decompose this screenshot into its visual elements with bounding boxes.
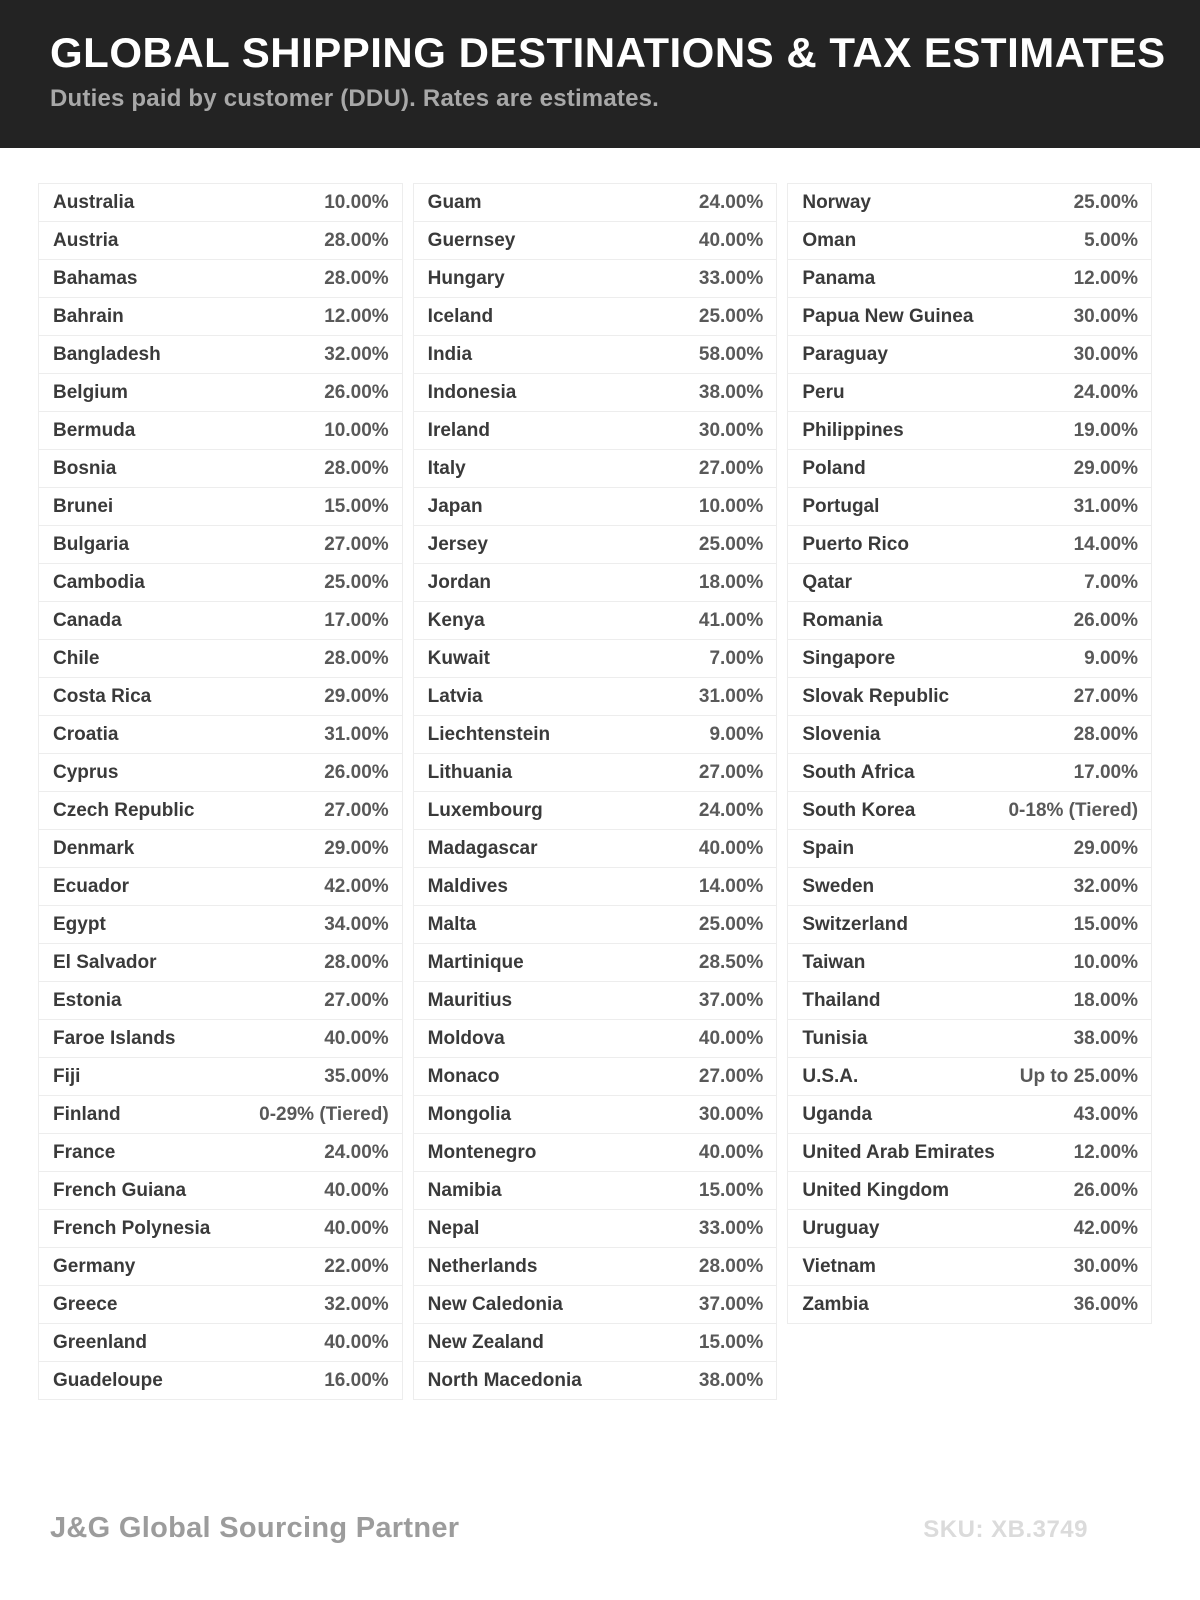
country-name: Mongolia	[427, 1103, 512, 1125]
country-name: Sweden	[802, 875, 875, 897]
table-row	[414, 450, 777, 488]
tax-rate: 34.00%	[324, 913, 389, 935]
tax-rate: 19.00%	[1073, 419, 1139, 441]
country-name: Monaco	[427, 1065, 500, 1087]
table-row	[788, 1134, 1151, 1172]
rates-column-1	[38, 183, 403, 1400]
country-name: Zambia	[802, 1293, 869, 1315]
page-subtitle: Duties paid by customer (DDU). Rates are estimates.	[50, 85, 660, 113]
country-name: Martinique	[427, 951, 524, 973]
table-row	[39, 906, 402, 944]
tax-rate: 30.00%	[698, 419, 764, 441]
country-name: Moldova	[427, 1027, 505, 1049]
table-row	[414, 754, 777, 792]
tax-rate: 5.00%	[1084, 229, 1139, 251]
country-name: Jordan	[427, 571, 492, 593]
table-row	[788, 716, 1151, 754]
tax-rate: 25.00%	[698, 305, 764, 327]
tax-rate: 12.00%	[1073, 267, 1139, 289]
table-row	[39, 1286, 402, 1324]
country-name: Faroe Islands	[53, 1027, 176, 1049]
country-name: Finland	[53, 1103, 121, 1125]
country-name: Mauritius	[427, 989, 513, 1011]
tax-rate: 37.00%	[698, 989, 764, 1011]
country-name: France	[53, 1141, 116, 1163]
country-name: Portugal	[802, 495, 880, 517]
table-row	[39, 716, 402, 754]
country-name: South Africa	[802, 761, 915, 783]
country-name: Cyprus	[53, 761, 119, 783]
tax-rate: 26.00%	[324, 761, 389, 783]
table-row	[414, 830, 777, 868]
table-row	[414, 1096, 777, 1134]
tax-rate: 15.00%	[698, 1331, 764, 1353]
table-row	[39, 640, 402, 678]
country-name: Montenegro	[427, 1141, 537, 1163]
country-name: Madagascar	[427, 837, 538, 859]
tax-rate: 40.00%	[698, 837, 764, 859]
table-row	[788, 1058, 1151, 1096]
country-name: Brunei	[53, 495, 114, 517]
table-row	[39, 374, 402, 412]
country-name: Jersey	[427, 533, 488, 555]
country-name: Denmark	[53, 837, 135, 859]
country-name: New Zealand	[427, 1331, 544, 1353]
table-row	[788, 564, 1151, 602]
country-name: Romania	[802, 609, 883, 631]
table-row	[39, 260, 402, 298]
table-row	[39, 1172, 402, 1210]
tax-rate: 37.00%	[698, 1293, 764, 1315]
country-name: Philippines	[802, 419, 904, 441]
table-row	[39, 868, 402, 906]
country-name: India	[427, 343, 473, 365]
tax-rate: 28.00%	[324, 267, 389, 289]
tax-rate: 29.00%	[1073, 837, 1139, 859]
tax-rate: 28.50%	[698, 951, 764, 973]
tax-rate: 22.00%	[324, 1255, 389, 1277]
country-name: Singapore	[802, 647, 896, 669]
table-row	[39, 678, 402, 716]
table-row	[788, 1096, 1151, 1134]
table-row	[788, 678, 1151, 716]
table-row	[414, 1248, 777, 1286]
country-name: Namibia	[427, 1179, 502, 1201]
table-row	[788, 222, 1151, 260]
table-row	[788, 602, 1151, 640]
tax-rate: 9.00%	[1084, 647, 1139, 669]
table-row	[414, 1134, 777, 1172]
table-row	[39, 944, 402, 982]
country-name: Indonesia	[427, 381, 517, 403]
tax-rate: 32.00%	[324, 1293, 389, 1315]
tax-rate: 32.00%	[1073, 875, 1139, 897]
country-name: Switzerland	[802, 913, 908, 935]
tax-rate: 38.00%	[698, 1369, 764, 1391]
country-name: North Macedonia	[427, 1369, 582, 1391]
table-row	[414, 336, 777, 374]
country-name: Australia	[53, 191, 135, 213]
tax-rate: 40.00%	[324, 1331, 389, 1353]
table-row	[414, 1286, 777, 1324]
table-row	[414, 982, 777, 1020]
tax-rate: 18.00%	[698, 571, 764, 593]
country-name: Panama	[802, 267, 876, 289]
table-row	[414, 184, 777, 222]
country-name: Belgium	[53, 381, 128, 403]
tax-rate: 10.00%	[1073, 951, 1139, 973]
country-name: Costa Rica	[53, 685, 152, 707]
tax-rate: 28.00%	[324, 457, 389, 479]
brand-name: J&G Global Sourcing Partner	[50, 1512, 460, 1544]
table-row	[39, 488, 402, 526]
table-row	[39, 222, 402, 260]
country-name: Hungary	[427, 267, 505, 289]
country-name: Slovak Republic	[802, 685, 950, 707]
table-row	[788, 526, 1151, 564]
table-row	[788, 450, 1151, 488]
tax-rate: 40.00%	[324, 1027, 389, 1049]
tax-rate: 40.00%	[698, 229, 764, 251]
table-row	[788, 374, 1151, 412]
country-name: Bangladesh	[53, 343, 161, 365]
country-name: Guernsey	[427, 229, 516, 251]
table-row	[39, 1096, 402, 1134]
country-name: Peru	[802, 381, 845, 403]
country-name: Bahrain	[53, 305, 124, 327]
tax-rate: 25.00%	[324, 571, 389, 593]
tax-rate: 15.00%	[698, 1179, 764, 1201]
country-name: Qatar	[802, 571, 852, 593]
country-name: Poland	[802, 457, 866, 479]
tax-rate: 12.00%	[324, 305, 389, 327]
tax-rate: 31.00%	[698, 685, 764, 707]
country-name: Paraguay	[802, 343, 888, 365]
table-row	[414, 1058, 777, 1096]
country-name: Chile	[53, 647, 100, 669]
tax-rate: 40.00%	[324, 1179, 389, 1201]
tax-rate: 42.00%	[324, 875, 389, 897]
country-name: Luxembourg	[427, 799, 543, 821]
tax-rate: 15.00%	[1073, 913, 1139, 935]
table-row	[788, 260, 1151, 298]
table-row	[414, 260, 777, 298]
country-name: Bahamas	[53, 267, 138, 289]
country-name: Uruguay	[802, 1217, 880, 1239]
rates-table	[38, 183, 1152, 1400]
country-name: Kuwait	[427, 647, 490, 669]
country-name: Germany	[53, 1255, 136, 1277]
country-name: Oman	[802, 229, 857, 251]
table-row	[414, 1172, 777, 1210]
country-name: Norway	[802, 191, 871, 213]
table-row	[414, 374, 777, 412]
table-row	[788, 792, 1151, 830]
tax-rate: 16.00%	[324, 1369, 389, 1391]
table-row	[788, 298, 1151, 336]
country-name: United Kingdom	[802, 1179, 950, 1201]
tax-rate: 28.00%	[1073, 723, 1139, 745]
table-row	[788, 184, 1151, 222]
table-row	[39, 412, 402, 450]
tax-rate: 12.00%	[1073, 1141, 1139, 1163]
country-name: Maldives	[427, 875, 508, 897]
table-row	[414, 298, 777, 336]
table-row	[39, 982, 402, 1020]
country-name: Cambodia	[53, 571, 145, 593]
table-row	[39, 830, 402, 868]
table-row	[39, 526, 402, 564]
tax-rate: 25.00%	[698, 533, 764, 555]
country-name: French Polynesia	[53, 1217, 211, 1239]
tax-rate: 7.00%	[1084, 571, 1139, 593]
country-name: French Guiana	[53, 1179, 187, 1201]
tax-rate: 28.00%	[324, 229, 389, 251]
country-name: United Arab Emirates	[802, 1141, 995, 1163]
table-row	[39, 792, 402, 830]
tax-rate: 26.00%	[1073, 609, 1139, 631]
rates-column-2	[413, 183, 778, 1400]
country-name: South Korea	[802, 799, 916, 821]
table-row	[414, 678, 777, 716]
table-row	[788, 868, 1151, 906]
tax-rate: 24.00%	[698, 799, 764, 821]
country-name: Puerto Rico	[802, 533, 909, 555]
tax-rate: 38.00%	[698, 381, 764, 403]
table-row	[39, 1020, 402, 1058]
tax-rate: 10.00%	[324, 419, 389, 441]
country-name: Malta	[427, 913, 477, 935]
country-name: Kenya	[427, 609, 485, 631]
table-row	[788, 906, 1151, 944]
tax-rate: 41.00%	[698, 609, 764, 631]
tax-rate: 33.00%	[698, 1217, 764, 1239]
country-name: Fiji	[53, 1065, 81, 1087]
table-row	[414, 944, 777, 982]
tax-rate: 25.00%	[698, 913, 764, 935]
country-name: Guam	[427, 191, 482, 213]
tax-rate: 38.00%	[1073, 1027, 1139, 1049]
country-name: Slovenia	[802, 723, 881, 745]
tax-rate: 28.00%	[698, 1255, 764, 1277]
tax-rate: 25.00%	[1073, 191, 1139, 213]
country-name: U.S.A.	[802, 1065, 859, 1087]
tax-rate: 0-18% (Tiered)	[1008, 799, 1139, 821]
table-row	[39, 1210, 402, 1248]
table-row	[414, 1324, 777, 1362]
table-row	[39, 754, 402, 792]
tax-rate: 27.00%	[698, 457, 764, 479]
tax-rate: 31.00%	[324, 723, 389, 745]
tax-rate: 30.00%	[1073, 343, 1139, 365]
table-row	[788, 830, 1151, 868]
country-name: Bulgaria	[53, 533, 130, 555]
country-name: Tunisia	[802, 1027, 868, 1049]
table-row	[39, 564, 402, 602]
tax-rate: 15.00%	[324, 495, 389, 517]
table-row	[414, 526, 777, 564]
tax-rate: 28.00%	[324, 647, 389, 669]
table-row	[414, 716, 777, 754]
country-name: Liechtenstein	[427, 723, 551, 745]
table-row	[788, 488, 1151, 526]
table-row	[788, 640, 1151, 678]
country-name: Ecuador	[53, 875, 130, 897]
tax-rate: 27.00%	[324, 989, 389, 1011]
tax-rate: 24.00%	[698, 191, 764, 213]
country-name: Netherlands	[427, 1255, 538, 1277]
country-name: Austria	[53, 229, 119, 251]
table-row	[39, 336, 402, 374]
table-row	[414, 868, 777, 906]
tax-rate: 10.00%	[324, 191, 389, 213]
table-row	[788, 944, 1151, 982]
tax-rate: 30.00%	[698, 1103, 764, 1125]
tax-rate: 24.00%	[1073, 381, 1139, 403]
country-name: Lithuania	[427, 761, 513, 783]
country-name: Uganda	[802, 1103, 873, 1125]
tax-rate: 58.00%	[698, 343, 764, 365]
tax-rate: 27.00%	[698, 761, 764, 783]
country-name: Greenland	[53, 1331, 147, 1353]
table-row	[39, 450, 402, 488]
country-name: Thailand	[802, 989, 881, 1011]
tax-rate: 40.00%	[698, 1027, 764, 1049]
table-row	[39, 1324, 402, 1362]
tax-rate: 17.00%	[324, 609, 389, 631]
tax-rate: 40.00%	[698, 1141, 764, 1163]
country-name: Greece	[53, 1293, 118, 1315]
tax-rate: 14.00%	[698, 875, 764, 897]
country-name: Guadeloupe	[53, 1369, 163, 1391]
footer	[50, 1512, 1088, 1545]
tax-rate: 10.00%	[698, 495, 764, 517]
tax-rate: 18.00%	[1073, 989, 1139, 1011]
rates-column-3	[787, 183, 1152, 1324]
tax-rate: 42.00%	[1073, 1217, 1139, 1239]
table-row	[414, 1210, 777, 1248]
table-row	[414, 640, 777, 678]
country-name: Bosnia	[53, 457, 117, 479]
country-name: El Salvador	[53, 951, 157, 973]
tax-rate: 7.00%	[709, 647, 764, 669]
tax-rate: 43.00%	[1073, 1103, 1139, 1125]
tax-rate: 24.00%	[324, 1141, 389, 1163]
tax-rate: 17.00%	[1073, 761, 1139, 783]
tax-rate: 31.00%	[1073, 495, 1139, 517]
country-name: Czech Republic	[53, 799, 195, 821]
table-row	[39, 1058, 402, 1096]
table-row	[39, 1134, 402, 1172]
tax-rate: 29.00%	[324, 837, 389, 859]
table-row	[414, 906, 777, 944]
table-row	[788, 1248, 1151, 1286]
table-row	[414, 792, 777, 830]
table-row	[788, 982, 1151, 1020]
table-row	[39, 1362, 402, 1400]
table-row	[788, 754, 1151, 792]
tax-rate: 0-29% (Tiered)	[259, 1103, 389, 1125]
tax-rate: 27.00%	[698, 1065, 764, 1087]
country-name: Bermuda	[53, 419, 136, 441]
country-name: Taiwan	[802, 951, 866, 973]
country-name: Estonia	[53, 989, 122, 1011]
tax-rate: 27.00%	[324, 799, 389, 821]
country-name: Vietnam	[802, 1255, 876, 1277]
table-row	[788, 1210, 1151, 1248]
table-row	[414, 488, 777, 526]
tax-rate: 36.00%	[1073, 1293, 1139, 1315]
tax-rate: 26.00%	[1073, 1179, 1139, 1201]
country-name: Canada	[53, 609, 122, 631]
sku-label: SKU: XB.3749	[923, 1516, 1088, 1543]
country-name: Italy	[427, 457, 466, 479]
table-row	[414, 564, 777, 602]
page-title: GLOBAL SHIPPING DESTINATIONS & TAX ESTIMATES	[50, 29, 1166, 76]
country-name: Croatia	[53, 723, 119, 745]
tax-rate: 27.00%	[324, 533, 389, 555]
country-name: Japan	[427, 495, 483, 517]
table-row	[39, 602, 402, 640]
table-row	[414, 222, 777, 260]
table-row	[788, 1286, 1151, 1324]
table-row	[39, 184, 402, 222]
tax-rate: 27.00%	[1073, 685, 1139, 707]
table-row	[414, 1362, 777, 1400]
country-name: Latvia	[427, 685, 483, 707]
table-row	[788, 1020, 1151, 1058]
tax-rate: 30.00%	[1073, 305, 1139, 327]
header-banner	[0, 0, 1200, 148]
country-name: Nepal	[427, 1217, 480, 1239]
table-row	[414, 1020, 777, 1058]
table-row	[39, 298, 402, 336]
country-name: Ireland	[427, 419, 490, 441]
country-name: Spain	[802, 837, 855, 859]
tax-rate: 40.00%	[324, 1217, 389, 1239]
tax-rate: 14.00%	[1073, 533, 1139, 555]
tax-rate: 29.00%	[324, 685, 389, 707]
tax-rate: 32.00%	[324, 343, 389, 365]
country-name: Egypt	[53, 913, 106, 935]
table-row	[414, 412, 777, 450]
country-name: New Caledonia	[427, 1293, 563, 1315]
country-name: Iceland	[427, 305, 494, 327]
tax-rate: 35.00%	[324, 1065, 389, 1087]
table-row	[788, 336, 1151, 374]
tax-rate: 29.00%	[1073, 457, 1139, 479]
country-name: Papua New Guinea	[802, 305, 974, 327]
tax-rate: 28.00%	[324, 951, 389, 973]
table-row	[788, 1172, 1151, 1210]
tax-rate: 9.00%	[709, 723, 764, 745]
tax-rate: 30.00%	[1073, 1255, 1139, 1277]
tax-rate: 33.00%	[698, 267, 764, 289]
tax-rate: Up to 25.00%	[1019, 1065, 1139, 1087]
table-row	[39, 1248, 402, 1286]
tax-rate: 26.00%	[324, 381, 389, 403]
table-row	[414, 602, 777, 640]
table-row	[788, 412, 1151, 450]
